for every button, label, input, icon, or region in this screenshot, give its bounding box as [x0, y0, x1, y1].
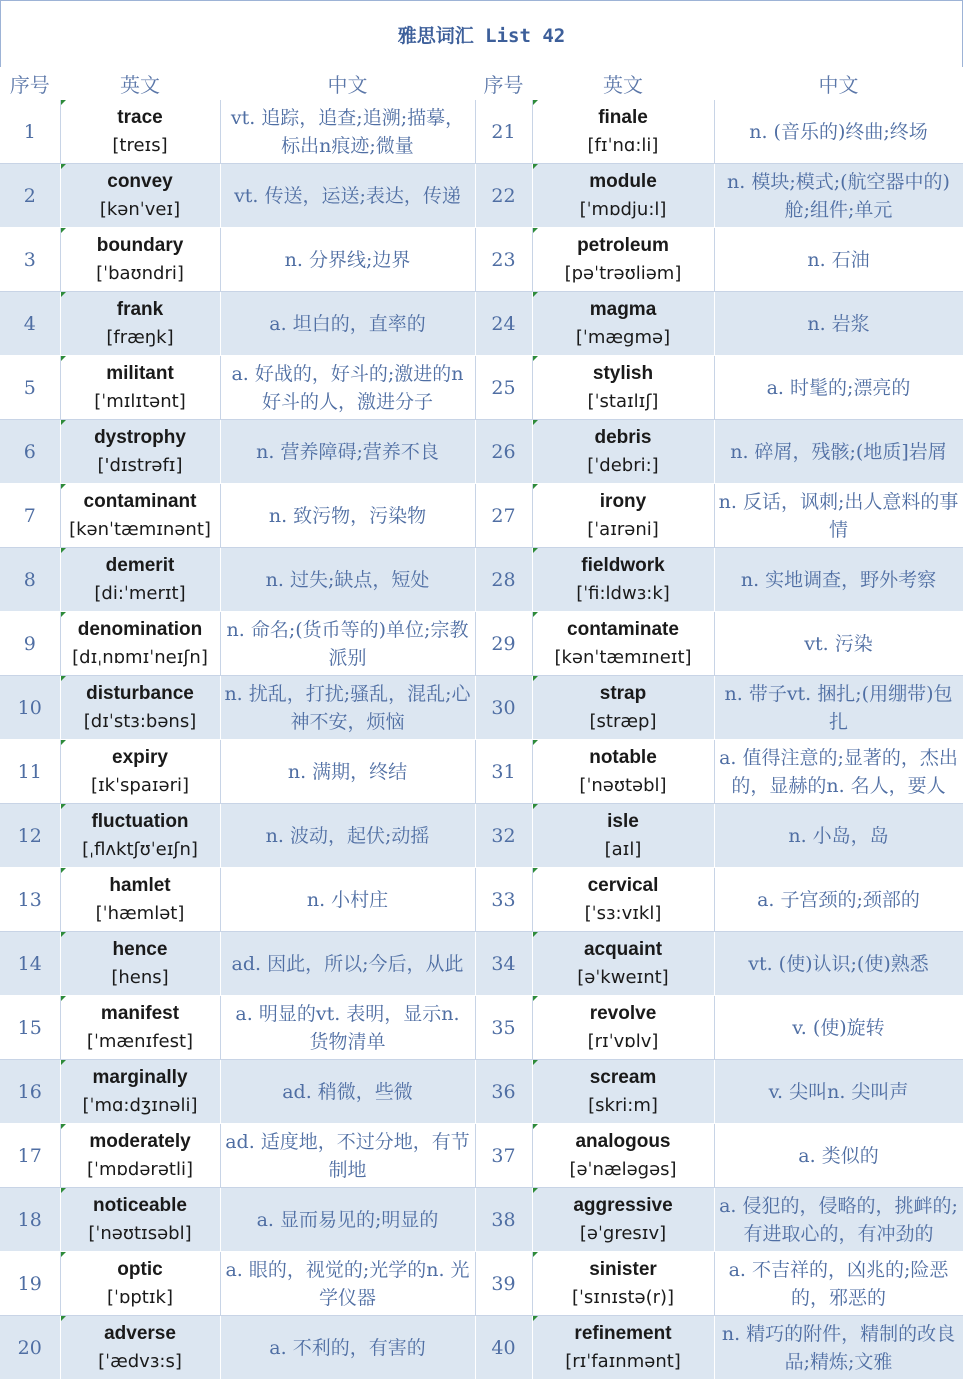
entry-number: 27 [475, 484, 532, 548]
entry-definition: a. 不利的，有害的 [269, 1336, 426, 1359]
table-row [0, 356, 963, 420]
entry-word: noticeable [93, 1194, 187, 1216]
entry-phonetic: [ˈsɜ:vɪkl] [584, 902, 662, 924]
table-row [0, 932, 963, 996]
entry-english [532, 292, 714, 356]
entry-english [532, 228, 714, 292]
entry-number: 15 [0, 996, 60, 1060]
entry-phonetic: [di:ˈmerɪt] [94, 582, 186, 604]
entry-number: 4 [0, 292, 60, 356]
entry-english [532, 164, 714, 228]
entry-word: debris [594, 426, 652, 448]
entry-english [532, 1316, 714, 1380]
entry-definition: n. 岩浆 [807, 312, 870, 335]
table-row [0, 484, 963, 548]
table-row [0, 1252, 963, 1316]
entry-english [60, 1316, 220, 1380]
entry-word: adverse [104, 1322, 176, 1344]
entry-english [532, 996, 714, 1060]
entry-chinese [220, 868, 475, 932]
entry-number: 7 [0, 484, 60, 548]
entry-word: irony [599, 490, 647, 512]
entry-word: acquaint [583, 938, 663, 960]
entry-chinese [220, 1060, 475, 1124]
entry-number: 9 [0, 612, 60, 676]
entry-word: contaminant [83, 490, 197, 512]
entry-number: 2 [0, 164, 60, 228]
entry-word: strap [599, 682, 647, 704]
header-number: 序号 [0, 67, 60, 100]
entry-word: scream [589, 1066, 657, 1088]
entry-number: 8 [0, 548, 60, 612]
entry-word: trace [117, 106, 163, 128]
header-english-2: 英文 [532, 67, 714, 100]
entry-phonetic: [ˈhæmlət] [95, 902, 185, 924]
entry-phonetic: [rɪˈvɒlv] [587, 1030, 659, 1052]
entry-chinese [714, 612, 963, 676]
entry-definition: ad. 稍微，些微 [282, 1080, 413, 1103]
entry-number: 1 [0, 100, 60, 164]
entry-chinese [220, 676, 475, 740]
table-row [0, 1188, 963, 1252]
entry-number: 5 [0, 356, 60, 420]
entry-definition: n. 反话，讽刺;出人意料的事情 [718, 490, 959, 541]
entry-phonetic: [ˈaɪrəni] [587, 518, 659, 540]
entry-phonetic: [stræp] [589, 710, 657, 732]
table-row [0, 548, 963, 612]
entry-definition: n. 命名;(货币等的)单位;宗教派别 [226, 618, 469, 669]
entry-chinese [220, 548, 475, 612]
table-body [0, 100, 963, 1380]
entry-phonetic: [ˈmɪlɪtənt] [94, 390, 186, 412]
entry-phonetic: [kənˈtæmɪnənt] [69, 518, 211, 540]
entry-word: moderately [89, 1130, 191, 1152]
entry-word: manifest [100, 1002, 180, 1024]
entry-phonetic: [ˈmægmə] [575, 326, 671, 348]
entry-chinese [714, 1188, 963, 1252]
entry-word: optic [117, 1258, 163, 1280]
table-row [0, 676, 963, 740]
entry-definition: a. 明显的vt. 表明，显示n. 货物清单 [235, 1002, 460, 1053]
entry-phonetic: [ˈædvɜ:s] [98, 1350, 182, 1372]
entry-definition: n. 实地调查，野外考察 [740, 568, 937, 591]
entry-word: fieldwork [581, 554, 665, 576]
entry-chinese [714, 996, 963, 1060]
entry-definition: n. 满期，终结 [287, 760, 408, 783]
entry-chinese [714, 932, 963, 996]
entry-chinese [220, 1252, 475, 1316]
entry-number: 32 [475, 804, 532, 868]
entry-chinese [714, 100, 963, 164]
table-row [0, 164, 963, 228]
entry-english [532, 932, 714, 996]
entry-phonetic: [pəˈtrəʊliəm] [564, 262, 682, 284]
entry-definition: vt. 传送，运送;表达，传递 [234, 184, 461, 207]
entry-word: stylish [592, 362, 654, 384]
entry-number: 22 [475, 164, 532, 228]
entry-word: isle [607, 810, 639, 832]
entry-definition: vt. 污染 [804, 632, 873, 655]
entry-phonetic: [hens] [111, 966, 169, 988]
entry-phonetic: [kənˈveɪ] [99, 198, 181, 220]
entry-chinese [714, 292, 963, 356]
entry-word: convey [107, 170, 173, 192]
entry-number: 28 [475, 548, 532, 612]
entry-phonetic: [ˈdebri:] [587, 454, 659, 476]
entry-chinese [714, 804, 963, 868]
table-row [0, 804, 963, 868]
entry-number: 18 [0, 1188, 60, 1252]
table-row [0, 420, 963, 484]
entry-chinese [714, 228, 963, 292]
entry-english [60, 676, 220, 740]
entry-word: sinister [589, 1258, 657, 1280]
entry-definition: n. 致污物，污染物 [268, 504, 427, 527]
entry-chinese [220, 164, 475, 228]
entry-word: militant [106, 362, 174, 384]
entry-number: 36 [475, 1060, 532, 1124]
entry-chinese [220, 228, 475, 292]
header-chinese: 中文 [220, 67, 475, 100]
entry-english [532, 1124, 714, 1188]
entry-phonetic: [kənˈtæmɪneɪt] [554, 646, 692, 668]
table-row [0, 740, 963, 804]
entry-phonetic: [ˈfi:ldwɜ:k] [576, 582, 670, 604]
entry-english [60, 164, 220, 228]
entry-definition: a. 时髦的;漂亮的 [766, 376, 911, 399]
entry-english [60, 804, 220, 868]
entry-number: 16 [0, 1060, 60, 1124]
entry-number: 40 [475, 1316, 532, 1380]
entry-number: 20 [0, 1316, 60, 1380]
entry-english [60, 1060, 220, 1124]
entry-number: 31 [475, 740, 532, 804]
entry-word: denomination [77, 618, 203, 640]
entry-english [60, 1252, 220, 1316]
entry-chinese [714, 484, 963, 548]
entry-english [60, 484, 220, 548]
entry-definition: n. 带子vt. 捆扎;(用绷带)包扎 [724, 682, 953, 733]
entry-english [60, 420, 220, 484]
entry-word: hamlet [109, 874, 171, 896]
entry-english [60, 356, 220, 420]
table-row [0, 292, 963, 356]
entry-phonetic: [skri:m] [588, 1094, 658, 1116]
entry-word: aggressive [573, 1194, 673, 1216]
entry-definition: n. 分界线;边界 [284, 248, 411, 271]
table-row [0, 1316, 963, 1380]
entry-word: hence [112, 938, 168, 960]
entry-chinese [220, 932, 475, 996]
entry-definition: vt. 追踪，追查;追溯;描摹，标出n痕迹;微量 [230, 106, 465, 157]
entry-english [532, 356, 714, 420]
entry-chinese [714, 356, 963, 420]
entry-english [532, 1060, 714, 1124]
entry-english [60, 548, 220, 612]
entry-english [60, 612, 220, 676]
entry-phonetic: [ˈmɑ:dʒɪnəli] [82, 1094, 198, 1116]
entry-definition: a. 眼的，视觉的;光学的n. 光学仪器 [225, 1258, 470, 1309]
entry-english [60, 292, 220, 356]
table-row [0, 228, 963, 292]
entry-english [60, 1124, 220, 1188]
entry-number: 37 [475, 1124, 532, 1188]
entry-definition: n. 小村庄 [306, 888, 389, 911]
entry-number: 10 [0, 676, 60, 740]
entry-chinese [220, 740, 475, 804]
entry-word: dystrophy [94, 426, 186, 448]
entry-definition: a. 类似的 [798, 1144, 879, 1167]
entry-chinese [220, 100, 475, 164]
entry-chinese [220, 1124, 475, 1188]
entry-number: 13 [0, 868, 60, 932]
entry-definition: n. 模块;模式;(航空器中的)舱;组件;单元 [727, 170, 950, 221]
entry-english [60, 740, 220, 804]
entry-word: disturbance [86, 682, 194, 704]
entry-number: 30 [475, 676, 532, 740]
entry-phonetic: [ˈɒptɪk] [106, 1286, 173, 1308]
table-row [0, 1060, 963, 1124]
entry-definition: a. 坦白的，直率的 [269, 312, 426, 335]
entry-english [532, 1188, 714, 1252]
entry-definition: a. 好战的，好斗的;激进的n好斗的人，激进分子 [231, 362, 464, 413]
entry-definition: n. 精巧的附件，精制的改良品;精炼;文雅 [721, 1322, 956, 1373]
entry-definition: n. 扰乱，打扰;骚乱，混乱;心神不安，烦恼 [224, 682, 471, 733]
entry-chinese [220, 1188, 475, 1252]
entry-number: 12 [0, 804, 60, 868]
entry-phonetic: [əˈkweɪnt] [577, 966, 669, 988]
entry-chinese [714, 420, 963, 484]
entry-chinese [220, 420, 475, 484]
entry-english [60, 932, 220, 996]
entry-phonetic: [əˈgresɪv] [579, 1222, 667, 1244]
entry-chinese [220, 292, 475, 356]
entry-phonetic: [rɪˈfaɪnmənt] [565, 1350, 681, 1372]
entry-number: 33 [475, 868, 532, 932]
entry-english [532, 100, 714, 164]
entry-phonetic: [dɪˌnɒmɪˈneɪʃn] [72, 646, 208, 668]
entry-phonetic: [ˈstaɪlɪʃ] [587, 390, 659, 412]
entry-phonetic: [treɪs] [112, 134, 168, 156]
entry-number: 23 [475, 228, 532, 292]
entry-word: boundary [96, 234, 184, 256]
entry-word: revolve [589, 1002, 657, 1024]
entry-number: 34 [475, 932, 532, 996]
entry-english [60, 228, 220, 292]
entry-chinese [220, 804, 475, 868]
entry-number: 35 [475, 996, 532, 1060]
entry-word: expiry [112, 746, 168, 768]
entry-definition: n. 波动，起伏;动摇 [265, 824, 430, 847]
entry-chinese [714, 1252, 963, 1316]
entry-number: 17 [0, 1124, 60, 1188]
entry-definition: n. 石油 [807, 248, 870, 271]
entry-number: 14 [0, 932, 60, 996]
entry-number: 6 [0, 420, 60, 484]
entry-chinese [714, 1124, 963, 1188]
entry-english [532, 868, 714, 932]
entry-definition: vt. (使)认识;(使)熟悉 [748, 952, 929, 975]
entry-chinese [220, 612, 475, 676]
entry-english [532, 484, 714, 548]
entry-definition: n. 小岛，岛 [788, 824, 889, 847]
entry-english [60, 868, 220, 932]
entry-phonetic: [ˈmænɪfest] [86, 1030, 194, 1052]
entry-phonetic: [ˈnəʊtəbl] [579, 774, 667, 796]
entry-chinese [714, 676, 963, 740]
entry-definition: a. 子宫颈的;颈部的 [757, 888, 920, 911]
entry-number: 26 [475, 420, 532, 484]
entry-phonetic: [dɪˈstɜ:bəns] [83, 710, 197, 732]
entry-english [532, 676, 714, 740]
entry-number: 29 [475, 612, 532, 676]
entry-definition: a. 侵犯的，侵略的，挑衅的;有进取心的，有冲劲的 [719, 1194, 958, 1245]
entry-word: contaminate [567, 618, 679, 640]
header-chinese-2: 中文 [714, 67, 963, 100]
entry-chinese [220, 356, 475, 420]
header-number-2: 序号 [475, 67, 532, 100]
entry-english [532, 804, 714, 868]
entry-chinese [220, 484, 475, 548]
table-row [0, 868, 963, 932]
entry-phonetic: [fɪˈnɑ:li] [587, 134, 659, 156]
entry-phonetic: [ˈnəʊtɪsəbl] [88, 1222, 192, 1244]
entry-phonetic: [ɪkˈspaɪəri] [90, 774, 190, 796]
entry-phonetic: [ˌflʌktʃʊˈeɪʃn] [82, 838, 198, 860]
entry-definition: ad. 因此，所以;今后，从此 [231, 952, 464, 975]
entry-english [60, 100, 220, 164]
entry-word: refinement [574, 1322, 672, 1344]
entry-chinese [220, 996, 475, 1060]
entry-definition: n. 碎屑，残骸;(地质]岩屑 [730, 440, 947, 463]
table-row [0, 100, 963, 164]
entry-phonetic: [ˈmɒdərətli] [87, 1158, 193, 1180]
entry-word: marginally [92, 1066, 188, 1088]
table-row [0, 1124, 963, 1188]
entry-english [532, 548, 714, 612]
entry-word: petroleum [577, 234, 669, 256]
entry-definition: n. 营养障碍;营养不良 [256, 440, 439, 463]
entry-english [532, 1252, 714, 1316]
entry-definition: ad. 适度地，不过分地，有节制地 [225, 1130, 470, 1181]
table-row [0, 612, 963, 676]
entry-chinese [714, 1316, 963, 1380]
header-english: 英文 [60, 67, 220, 100]
entry-english [532, 612, 714, 676]
entry-word: frank [116, 298, 164, 320]
entry-word: module [589, 170, 657, 192]
entry-word: cervical [587, 874, 659, 896]
table-row [0, 996, 963, 1060]
entry-phonetic: [əˈnæləgəs] [569, 1158, 677, 1180]
entry-chinese [714, 548, 963, 612]
entry-definition: n. 过失;缺点，短处 [265, 568, 430, 591]
sheet-title: 雅思词汇 List 42 [0, 0, 963, 67]
entry-english [60, 1188, 220, 1252]
entry-definition: n. (音乐的)终曲;终场 [749, 120, 928, 143]
entry-phonetic: [ˈsɪnɪstə(r)] [571, 1286, 675, 1308]
entry-phonetic: [aɪl] [604, 838, 642, 860]
entry-word: magma [589, 298, 657, 320]
entry-chinese [714, 868, 963, 932]
entry-definition: v. 尖叫n. 尖叫声 [768, 1080, 909, 1103]
entry-number: 24 [475, 292, 532, 356]
entry-number: 21 [475, 100, 532, 164]
entry-phonetic: ['dɪstrəfɪ] [97, 454, 183, 476]
vocabulary-table [0, 67, 963, 1380]
entry-chinese [714, 164, 963, 228]
entry-english [532, 740, 714, 804]
entry-definition: a. 不吉祥的，凶兆的;险恶的，邪恶的 [728, 1258, 949, 1309]
entry-definition: v. (使)旋转 [792, 1016, 885, 1039]
entry-chinese [714, 740, 963, 804]
entry-word: fluctuation [91, 810, 189, 832]
entry-word: demerit [105, 554, 175, 576]
entry-word: finale [598, 106, 648, 128]
entry-phonetic: [ˈmɒdju:l] [579, 198, 667, 220]
entry-number: 3 [0, 228, 60, 292]
entry-definition: a. 值得注意的;显著的，杰出的，显赫的n. 名人，要人 [719, 746, 958, 797]
entry-number: 11 [0, 740, 60, 804]
entry-phonetic: [ˈbaʊndri] [96, 262, 184, 284]
entry-word: notable [589, 746, 657, 768]
entry-word: analogous [575, 1130, 671, 1152]
entry-phonetic: [fræŋk] [106, 326, 174, 348]
entry-number: 38 [475, 1188, 532, 1252]
entry-number: 25 [475, 356, 532, 420]
header-row [0, 67, 963, 100]
entry-english [60, 996, 220, 1060]
entry-definition: a. 显而易见的;明显的 [256, 1208, 439, 1231]
entry-number: 19 [0, 1252, 60, 1316]
entry-number: 39 [475, 1252, 532, 1316]
entry-chinese [220, 1316, 475, 1380]
entry-chinese [714, 1060, 963, 1124]
entry-english [532, 420, 714, 484]
